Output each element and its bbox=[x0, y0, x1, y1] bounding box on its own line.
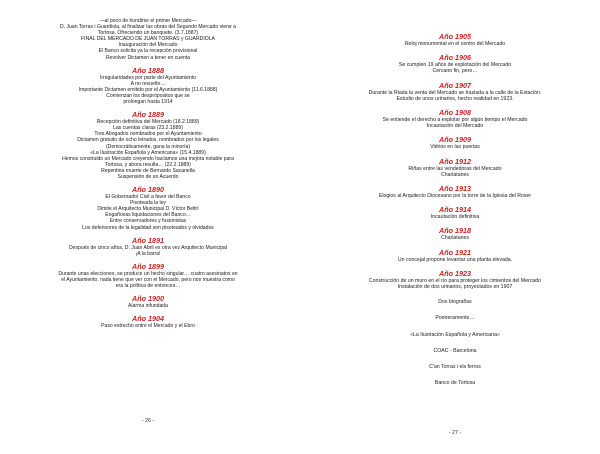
year-section-1914 bbox=[431, 203, 479, 220]
entry-line: Cercano fin, pero… bbox=[432, 68, 478, 75]
year-section-1907 bbox=[369, 79, 542, 102]
intro-block bbox=[60, 18, 236, 61]
year-section-1909 bbox=[430, 133, 480, 150]
year-heading: Año 1923 bbox=[439, 268, 471, 278]
entry-line: Estudio de unos urinarios, hecho realidad en 1923. bbox=[396, 95, 514, 102]
entry-line: Engañosas liquidaciones del Banco… bbox=[105, 212, 191, 219]
entry-line: Suspensión de un Acuerdo bbox=[117, 173, 179, 180]
year-section-1904 bbox=[101, 312, 195, 329]
entry-line: Un concejal propone levantar una planta elevada. bbox=[397, 256, 513, 263]
entry-line: Irregularidades por parte del Ayuntamiento bbox=[99, 74, 197, 81]
entry-line: Entre conservadores y fusionistas bbox=[109, 218, 187, 225]
entry-line: Dictamen gratuito de ocho letrados, nombrados por los legales bbox=[77, 137, 219, 144]
entry-line: Se entiende el derecho a explotar por algún tiempo el Mercado bbox=[382, 117, 528, 124]
left-page bbox=[40, 0, 256, 442]
entry-line: Elogios al Arquitecto Diocesano por la torre de la Iglesia del Roser bbox=[378, 193, 532, 200]
entry-line: el Ayuntamiento, nada tiene que ver con el Mercado, pero nos muestra como bbox=[61, 276, 235, 283]
year-section-1923 bbox=[369, 267, 541, 290]
intro-line: FINAL DEL MERCADO DE JUAN TORRAS y GUARDIOLA bbox=[81, 36, 215, 43]
entry-line: Se cumplen 19 años de explotación del Mercado bbox=[398, 62, 512, 69]
intro-line: D. Juan Torras i Guardiola, al finalizar las obras del Segundo Mercado viene a bbox=[59, 24, 237, 31]
page-number: - 27 - bbox=[448, 430, 462, 436]
entry-line: Los defensores de la legalidad son pisoteados y olvidados bbox=[82, 224, 214, 231]
year-heading: Año 1891 bbox=[132, 235, 164, 245]
entry-line: Reloj monumental en el centro del Mercado bbox=[404, 41, 506, 47]
entry-line: Tortosa, y ahora resulta… (22.2.1889) bbox=[105, 161, 191, 168]
entry-line: Incautación definitiva bbox=[430, 214, 480, 221]
entry-line: Paso estrecho entre el Mercado y el Ebro bbox=[101, 323, 195, 330]
entry-line: Vidrios en las puertas bbox=[430, 144, 480, 151]
year-heading: Año 1907 bbox=[439, 80, 471, 90]
entry-line: Pisoteada la ley bbox=[130, 200, 166, 207]
entry-line: El Gobernador Civil a favor del Banco bbox=[105, 194, 191, 201]
entry-line: Tres Abogados nombrados por el Ayuntamiento bbox=[94, 131, 202, 138]
year-section-1906 bbox=[399, 51, 511, 74]
entry-line: Las cuentas claras (23.2.1889) bbox=[113, 125, 183, 132]
year-heading: Año 1888 bbox=[132, 65, 164, 75]
entry-line: ¡A la barra! bbox=[135, 250, 161, 257]
extra-entry: «La Ilustración Española y Americana» bbox=[410, 331, 500, 338]
entry-line: Hemos construido un Mercado creyendo hacíamos una mejora notable para bbox=[62, 155, 234, 162]
year-section-1918 bbox=[439, 224, 471, 241]
extra-entry: Postreramente… bbox=[435, 315, 475, 322]
extra-entry: Dos biografías bbox=[438, 299, 472, 306]
year-section-1921 bbox=[398, 246, 512, 263]
entry-line: era la política de entonces… bbox=[115, 283, 181, 289]
year-heading: Año 1914 bbox=[439, 205, 471, 215]
entry-line: Charlatanes bbox=[441, 171, 469, 178]
year-heading: Año 1900 bbox=[132, 294, 164, 304]
extra-entry: C'an Torras i els ferros bbox=[429, 364, 481, 371]
entry-line: Durante unas elecciones, se produce un hecho singular… cuatro asesinatos en bbox=[58, 270, 238, 277]
intro-line: Revolver Dictamen a tener en cuenta bbox=[105, 54, 191, 61]
year-heading: Año 1899 bbox=[132, 261, 164, 271]
entry-line: A no revuelto… bbox=[130, 80, 166, 87]
entry-line: Comienzan los desprópositos que se bbox=[106, 92, 190, 99]
year-section-1905 bbox=[405, 30, 505, 47]
entry-line: Incautación del Mercado bbox=[426, 123, 484, 130]
year-heading: Año 1906 bbox=[439, 53, 471, 63]
intro-line: Tortosa. Ofreciendo un banquete. (3.7.1887) bbox=[97, 30, 199, 37]
intro-line: —al poco de hundirse el primer Mercado— bbox=[99, 18, 197, 24]
year-section-1908 bbox=[383, 106, 528, 129]
entry-line: Dimite el Arquitecto Municipal D. Víctor Beltrí bbox=[97, 206, 199, 213]
year-section-1900 bbox=[128, 292, 168, 309]
entry-line: (Democráticamente, gana la minoría) bbox=[105, 143, 191, 150]
intro-line: El Banco solicita ya la recepción provisional bbox=[98, 48, 198, 55]
right-page bbox=[344, 0, 566, 454]
intro-line: Inauguración del Mercado bbox=[118, 42, 178, 49]
entry-line: Alarma infundada bbox=[128, 303, 168, 310]
entry-line: Durante la Riada la venta del Mercado se traslada a la calle de la Estación. bbox=[368, 89, 542, 96]
entry-line: «La Ilustración Española y Americana» (15.4.1889) bbox=[90, 149, 206, 156]
year-heading: Año 1890 bbox=[132, 185, 164, 195]
entry-line: Riñas entre las vendedoras del Mercado bbox=[408, 165, 502, 172]
year-section-1913 bbox=[379, 182, 531, 199]
year-heading: Año 1921 bbox=[439, 247, 471, 257]
year-heading: Año 1889 bbox=[132, 110, 164, 120]
entry-line: Charlatanes bbox=[441, 235, 469, 242]
entry-line: Instalación de dos urinarios, proyectados en 1907 bbox=[397, 284, 513, 291]
extra-entry: Banco de Tortosa bbox=[434, 380, 476, 387]
year-section-1899 bbox=[58, 260, 237, 289]
year-section-1912 bbox=[408, 155, 501, 178]
year-heading: Año 1904 bbox=[132, 314, 164, 324]
entry-line: Repentina muerte de Bernardo Sacanella bbox=[101, 167, 195, 174]
year-section-1889 bbox=[62, 108, 234, 180]
entry-line: Después de cinco años, D. Juan Abril es otra vez Arquitecto Municipal bbox=[69, 244, 227, 251]
year-heading: Año 1908 bbox=[439, 108, 471, 118]
year-heading: Año 1918 bbox=[439, 226, 471, 236]
year-section-1891 bbox=[69, 234, 227, 257]
year-section-1890 bbox=[82, 183, 214, 231]
year-heading: Año 1913 bbox=[439, 184, 471, 194]
year-heading: Año 1912 bbox=[439, 156, 471, 166]
entry-line: Recepción definitiva del Mercado (18.2.1889) bbox=[96, 119, 200, 126]
extra-entry: COAC - Barcelona bbox=[433, 347, 477, 354]
entry-line: Construcción de un muro en el río para proteger los cimientos del Mercado bbox=[368, 277, 542, 284]
entry-line: Importante Dictamen emitido por el Ayuntamiento (11.6.1888) bbox=[78, 86, 218, 93]
year-heading: Año 1909 bbox=[439, 135, 471, 145]
year-heading: Año 1905 bbox=[439, 32, 471, 41]
entry-line: prolongan hasta 1914 bbox=[123, 99, 173, 106]
year-section-1888 bbox=[79, 64, 218, 105]
page-number: - 26 - bbox=[141, 418, 155, 424]
